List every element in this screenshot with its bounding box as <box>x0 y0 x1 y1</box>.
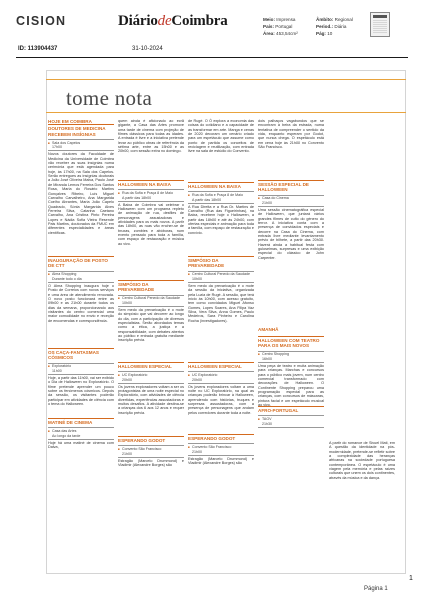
meta-right <box>316 16 353 37</box>
publication-date: 31-10-2024 <box>132 46 163 52</box>
venue-box <box>48 271 114 283</box>
venue-box <box>48 139 114 151</box>
venue-box <box>258 195 324 207</box>
block-cont <box>258 118 324 149</box>
area-label: Área: <box>263 31 275 36</box>
venue: ■ Rua da Sofia e Praça 8 de Maio <box>122 190 173 195</box>
block-afro <box>258 406 324 429</box>
item-heading: SIMPÓSIO DA PREVARIEDADE <box>188 256 254 269</box>
pais-label: País: <box>263 24 274 29</box>
item-heading: HALLOWEEN NA BAIXA <box>188 182 254 189</box>
venue: ■ Alma Shopping <box>52 272 77 277</box>
block-godot <box>118 436 184 467</box>
block-doutores <box>48 118 114 235</box>
venue: ■ Centro Shopping <box>262 352 289 357</box>
agency-logo: CISION <box>16 14 67 28</box>
item-heading: SIMPÓSIO DA PREVARIEDADE <box>118 280 184 293</box>
time: A partir das 18h00 <box>122 195 152 200</box>
time: 21h00 <box>262 200 272 205</box>
time: Durante todo o dia <box>52 276 82 281</box>
clipping-header <box>0 0 424 60</box>
time: Ao longo da tarde <box>52 433 81 438</box>
block-simposio <box>188 256 254 323</box>
block-caca <box>48 348 114 406</box>
section-rule-top <box>46 79 406 80</box>
section-title: tome nota <box>66 86 153 110</box>
block-baixa <box>118 180 184 246</box>
venue-box <box>118 371 184 383</box>
ambito-label: Âmbito: <box>316 17 334 22</box>
header-rule <box>16 57 408 58</box>
time: A partir das 18h00 <box>192 197 222 202</box>
thumbnail-header <box>373 15 387 18</box>
block-ctt <box>48 256 114 323</box>
page-thumbnail[interactable] <box>370 12 390 37</box>
venue: ■ UC Exploratório <box>192 372 218 377</box>
venue: ■ Casa das Artes <box>52 428 77 433</box>
id-label: ID: <box>18 46 26 52</box>
item-body: quem ainda é aficionado ao ecrã gigante, a Casa das Artes promove uma tarde de cinema com projeção de filmes clássicos para todas as idades. A entrada é livre e a iniciativa pretende levar ao público obras de referência da sétima arte, entre as 15h00 e as 20h00, com sessão extra no domingo. <box>118 119 184 154</box>
item-heading: OS CAÇA-FANTASMAS CÓSMICOS <box>48 348 114 361</box>
block-godot <box>188 434 254 465</box>
venue: ■ TAGV <box>262 416 272 421</box>
block-amanha <box>258 326 324 332</box>
periodo-label: Period.: <box>316 24 334 29</box>
page-number: 1 <box>409 575 413 582</box>
section-kicker: HOJE EM COIMBRA <box>48 119 92 124</box>
venue-box <box>188 271 254 283</box>
item-body: O Alma Shopping inaugura hoje o Posto de Correios com novos serviços e uma área de atendimento renovada. O novo posto funcionará entre as 09h00 e as 21h00 durante todos os dias da semana, proporcionando aos visitantes do centro comercial uma maior comodidade no envio e receção de encomendas e correspondência. <box>48 284 114 323</box>
section-rule-bottom <box>46 112 406 113</box>
time: 20h00 <box>122 377 132 382</box>
venue-box <box>188 371 254 383</box>
time: 20h00 <box>192 377 202 382</box>
item-heading: AFRO-PORTUGAL <box>258 406 324 413</box>
block-teatro <box>258 336 324 407</box>
thumbnail-lines <box>373 20 387 34</box>
time: 17h00 <box>52 145 62 150</box>
item-heading: INAUGURAÇÃO DE POSTO DE CTT <box>48 256 114 269</box>
block-matine <box>48 418 114 449</box>
footer-page-label: Página 1 <box>364 586 388 592</box>
venue-box <box>188 191 254 203</box>
pag-label: Pág: <box>316 31 326 36</box>
meio-value: Imprensa <box>276 17 296 22</box>
block-simposio <box>118 280 184 343</box>
item-body: Uma sessão cinematográfica especial de Halloween, que juntará vários grandes filmes de culto do género do terror. A iniciativa conta com a presença de convidados especiais e decorre na Casa do Cinema, com entrada livre mediante levantamento prévio de bilhete, a partir das 20h30. Haverá ainda a habitual festa com guloseimas, surpresas e uma exibição especial do clássico de John Carpenter. <box>258 208 324 260</box>
venue: ■ Convento São Francisco <box>122 446 162 451</box>
area-value: 453,54cm² <box>276 31 298 36</box>
item-body: Hoje, a partir das 11h00, vai ser exibido o Dia de Halloween no Exploratório. O filme pretende aprender um pouco sobre os fenómenos cósmicos. Depois da sessão, os visitantes poderão participar em atividades de ciência com o tema do Halloween. <box>48 376 114 407</box>
meio-label: Meio: <box>263 17 275 22</box>
venue: ■ Centro Cultural Penedo da Saudade <box>192 272 250 277</box>
item-body: Hoje há uma matiné de cinema com Dalva, <box>48 440 114 449</box>
venue: ■ Exploratório <box>52 364 72 369</box>
item-heading: ESPERANDO GODOT <box>118 436 184 443</box>
item-body: Novos doutores da Faculdade de Medicina da Universidade de Coimbra vão receber as suas insígnias numa cerimónia que está agendada para hoje, às 17h00, na Sala dos Capelos. Serão entregues as insígnias doutorais a João José Oliveira Malva, Paulo José de Miranda Lemos Ferreira Dos Santos Rosa, Maria do Rosário Martins Gonçalves Ribeiro, Luís Miguel Carvalho Carvalheiro, Ana Margarida Coelho Abrantes, Maria João Capelo Quadrado, Sónia Margarida Alves Ferreira Silva, Catarina Caetano Carvalho, Ana Cristina Pinto Pereira Lopes e Nádia Sofia Vieira Resende Pais Martins, doutorados da FMUC em diferentes especialidades e áreas científicas. <box>48 152 114 235</box>
time: 16h00 <box>262 356 272 361</box>
item-heading: MATINÉ DE CINEMA <box>48 418 114 425</box>
clipping-id <box>18 46 57 52</box>
newspaper-logo <box>118 13 228 30</box>
block-baixa <box>188 182 254 235</box>
venue-box <box>48 363 114 375</box>
item-body: A Baixa de Coimbra vai celebrar o Halloween com um programa repleto de animação de rua, desfiles de personagens assustadoras e atividades para os mais novos. A partir das 18h00, as ruas vão encher-se de bruxas, zombies e abóboras, num evento pensado para toda a família, com espaço de restauração e música ao vivo. <box>118 202 184 246</box>
time: 21h30 <box>262 421 272 426</box>
block-cont <box>118 118 184 154</box>
block-cont <box>188 118 254 154</box>
venue: ■ Sala dos Capelos <box>52 140 81 145</box>
venue: ■ Centro Cultural Penedo da Saudade <box>122 296 180 301</box>
item-heading: SESSÃO ESPECIAL DE HALLOWEEN <box>258 180 324 193</box>
venue: ■ Convento São Francisco <box>192 444 232 449</box>
time: 21h00 <box>122 451 132 456</box>
venue-box <box>118 189 184 201</box>
venue: ■ Casa do Cinema <box>262 196 289 201</box>
item-body: dois palhaços vagabundos que se encontram à beira da estrada, numa tentativa de compreender o sentido da vida, enquanto esperam por Godot, que nunca chega. O espetáculo está em cena hoje às 21h00 no Convento São Francisco. <box>258 119 324 150</box>
block-sessao <box>258 180 324 260</box>
item-heading: DOUTORES DE MEDICINA RECEBEM INSÍGNIAS <box>48 124 114 137</box>
venue-box <box>188 443 254 455</box>
ambito-value: Regional <box>334 17 353 22</box>
block-especial <box>118 362 184 415</box>
block-especial <box>188 362 254 415</box>
item-body: Uma peça de teatro e muita animação para crianças. Marchas e concursos para o público mais jovem, num centro comercial transformado com decorações de Halloween. O Continente Shopping preparou uma programação especial para as crianças, com concursos de máscaras, pintura facial e um espetáculo musical ao vivo. <box>258 364 324 408</box>
item-body: Os jovens exploradores voltam a uma noite no UC Exploratório, na qual as crianças poderão brincar à Halloween, aprendendo com histórias, truques e surpresas assustadoras, com a presença de personagens que andam pelos corredores durante toda a noite. <box>188 384 254 415</box>
item-heading: HALLOWEEN NA BAIXA <box>118 180 184 187</box>
meta-left <box>263 16 298 37</box>
venue: ■ Rua da Sofia e Praça 8 de Maio <box>192 192 243 197</box>
item-body: Os jovens exploradores voltam a ser os protagonistas de uma noite especial no Exploratório, com atividades de ciência divertidas, experiências assustadoras e muitos desafios. A atividade destina-se a crianças dos 6 aos 12 anos e requer inscrição prévia. <box>118 384 184 415</box>
block-afro-text <box>329 440 395 480</box>
time: 21h00 <box>192 449 202 454</box>
time: 11h00 <box>52 368 62 373</box>
item-heading: HALLOWEEN COM TEATRO PARA OS MAIS NOVOS <box>258 336 324 349</box>
pag-value: 10 <box>327 31 333 36</box>
time: 10h00 <box>122 300 132 305</box>
pais-value: Portugal <box>275 24 293 29</box>
venue-box <box>258 351 324 363</box>
logo-part-2: de <box>157 13 172 29</box>
logo-part-3: Coimbra <box>171 13 228 29</box>
section-kicker: AMANHÃ <box>258 327 279 332</box>
item-body: Sem medo da prevaricação é o mote da sessão da iniciativa, organizada pela Luzia de Rugé. A sessão, que terá início às 10h00, com acesso gratuito, tem como convidados Miguel Afonso Gomes, Lopes Soares, Ana Filipa Vaz Silva, Vera Silva, Anna Gomes, Paulo Medeiros, Sara Pinheiro e Carolina Rocha (investigadores). <box>188 284 254 323</box>
venue: ■ UC Exploratório <box>122 372 148 377</box>
item-body: Sem medo da prevaricação é o mote do simpósio que vai decorrer ao longo do dia, com a participação de diversos especialistas. Serão abordados temas como a ética, a justiça e a responsabilidade, com debates abertos ao público e entrada gratuita mediante inscrição prévia. <box>118 308 184 343</box>
periodo-value: Diária <box>334 24 347 29</box>
logo-part-1: Diário <box>118 13 158 29</box>
item-body: A partir do romance de Sivuel Mati, em A questão da identidade na pós-modernidade, pretende-se refletir sobre a complexidade das heranças africanas na sociedade portuguesa contemporânea. O espetáculo é uma viagem pela memória e pelas raízes culturais que unem os dois continentes, através da música e da dança. <box>329 441 395 480</box>
id-value: 113904437 <box>27 46 58 52</box>
item-heading: ESPERANDO GODOT <box>188 434 254 441</box>
venue-box <box>118 445 184 457</box>
item-body: Estragão (Marcelo Drummond) e Vladimir (Alexandre Borges) são <box>118 458 184 467</box>
venue-box <box>118 295 184 307</box>
venue-box <box>48 427 114 439</box>
venue-box <box>258 415 324 427</box>
item-body: Estragão (Marcelo Drummond) e Vladimir (Alexandre Borges) são <box>188 456 254 465</box>
item-heading: HALLOWEEN ESPECIAL <box>118 362 184 369</box>
item-heading: HALLOWEEN ESPECIAL <box>188 362 254 369</box>
item-body: de Rugé. O Ó explora a economia das coisas do cotidiano e a capacidade de as transformar em arte. Manga e cenas de 2020 decoram um cenário criado para um espetáculo que assume como ponto de partida os conceitos de reciclagem e reutilização, com entrada livre na sala de estúdio do Convento. <box>188 119 254 154</box>
item-body: A Rua Direita e a Rua Dr. Martins de Carvalho (Rua das Figueirinhas), na Baixa, recebem hoje o Halloween, a partir das 18h00 e até às 24h00, com ofertas especiais e animação para toda a família, com espaço de restauração e convívio. <box>188 204 254 235</box>
time: 10h00 <box>192 276 202 281</box>
